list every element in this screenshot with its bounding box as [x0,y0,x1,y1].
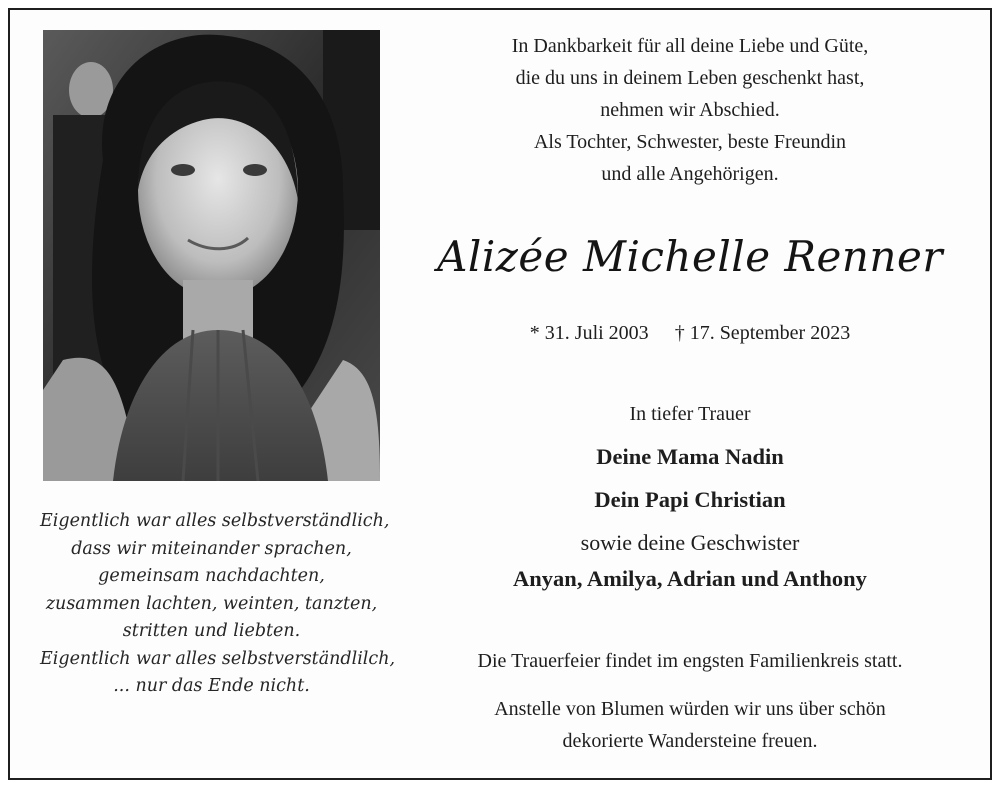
poem [40,508,396,701]
poem-line: gemeinsam nachdachten, [98,566,325,586]
poem-line: Eigentlich war alles selbstverständlilch, [40,648,396,669]
poem-line: zusammen lachten, weinten, tanzten, [45,593,378,614]
intro-line: die du uns in deinem Leben geschenkt hast, [515,67,865,89]
deceased-name: Alizée Michelle Renner [437,232,943,281]
intro-line: nehmen wir Abschied. [600,99,780,121]
mourner-mother: Deine Mama Nadin [596,444,784,469]
siblings-heading: sowie deine Geschwister [580,530,800,555]
life-dates [415,322,965,345]
mourning-heading: In tiefer Trauer [629,403,751,425]
mourner-father: Dein Papi Christian [594,487,786,512]
portrait-image [43,30,380,481]
flowers-line: Anstelle von Blumen würden wir uns über schön [494,698,886,720]
flowers-note [415,693,965,757]
obituary-card [8,8,992,780]
intro-line: In Dankbarkeit für all deine Liebe und Güte, [511,35,869,57]
intro-line: Als Tochter, Schwester, beste Freundin [533,131,847,153]
poem-line: dass wir miteinander sprachen, [71,538,352,559]
portrait-photo [43,30,380,481]
intro-line: und alle Angehörigen. [601,163,779,185]
poem-line: ... nur das Ende nicht. [113,676,310,696]
ceremony-note: Die Trauerfeier findet im engsten Familienkreis statt. [477,650,903,672]
poem-line: Eigentlich war alles selbstverständlich, [40,511,390,531]
flowers-line: dekorierte Wandersteine freuen. [562,730,818,752]
intro-text [415,30,965,190]
death-date: † 17. September 2023 [674,322,851,344]
birth-date: * 31. Juli 2003 [529,322,649,344]
siblings-names: Anyan, Amilya, Adrian und Anthony [513,566,867,591]
poem-line: stritten und liebten. [122,621,301,641]
